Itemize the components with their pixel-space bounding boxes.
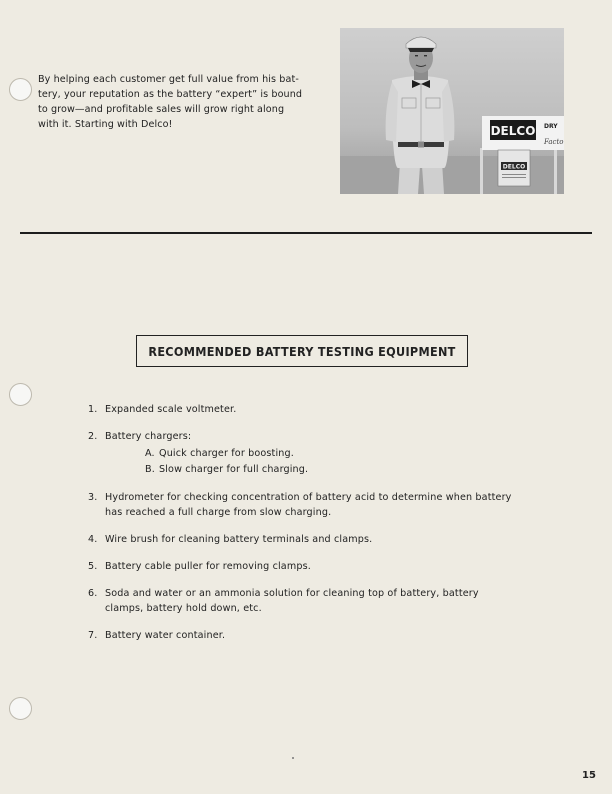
- item-text-line: clamps, battery hold down, etc.: [105, 603, 262, 614]
- list-item: [88, 429, 528, 478]
- section-title: RECOMMENDED BATTERY TESTING EQUIPMENT: [136, 335, 468, 367]
- item-text: Battery water container.: [105, 630, 226, 641]
- item-number: 3.: [88, 492, 98, 503]
- equipment-list: [88, 402, 528, 655]
- sign-brand-text: DELCO: [490, 124, 536, 138]
- list-item: [88, 628, 528, 643]
- list-item: [88, 559, 528, 574]
- sub-item-letter: A.: [145, 448, 155, 459]
- sub-item-text: Quick charger for boosting.: [159, 448, 294, 459]
- list-item: [88, 586, 528, 616]
- item-number: 1.: [88, 404, 98, 415]
- sub-item-text: Slow charger for full charging.: [159, 464, 309, 475]
- display-pole: [554, 148, 557, 194]
- item-text: Battery chargers:: [105, 431, 192, 442]
- item-text: Expanded scale voltmeter.: [105, 404, 237, 415]
- photo-floor: [340, 156, 564, 194]
- intro-line: to grow—and profitable sales will grow right along: [38, 104, 285, 115]
- sub-list-item: [145, 446, 528, 462]
- item-text: Wire brush for cleaning battery terminals and clamps.: [105, 534, 373, 545]
- attendant-photo: [340, 28, 564, 194]
- binder-hole-bottom: [9, 697, 32, 720]
- print-speck: [292, 757, 294, 759]
- page-number: 15: [582, 770, 596, 781]
- list-item: [88, 532, 528, 547]
- intro-paragraph: [38, 72, 308, 132]
- intro-line: By helping each customer get full value from his bat-: [38, 74, 299, 85]
- item-number: 7.: [88, 630, 98, 641]
- item-text: Battery cable puller for removing clamps.: [105, 561, 311, 572]
- section-divider: [20, 232, 592, 234]
- person-cap: [406, 37, 436, 48]
- sign-side-text: DRY: [544, 123, 558, 130]
- sub-item-letter: B.: [145, 464, 155, 475]
- list-item: [88, 490, 528, 520]
- item-number: 5.: [88, 561, 98, 572]
- binder-hole-top: [9, 78, 32, 101]
- list-item: [88, 402, 528, 417]
- display-pole: [480, 148, 483, 194]
- person-arm: [442, 82, 454, 142]
- photo-illustration: [340, 28, 564, 194]
- item-text-line: Soda and water or an ammonia solution for cleaning top of battery, battery: [105, 588, 479, 599]
- sub-list: [105, 446, 528, 478]
- binder-hole-middle: [9, 383, 32, 406]
- item-text-line: Hydrometer for checking concentration of battery acid to determine when battery: [105, 492, 512, 503]
- item-number: 6.: [88, 588, 98, 599]
- intro-line: with it. Starting with Delco!: [38, 119, 173, 130]
- cap-visor: [408, 48, 434, 52]
- battery-box-brand: DELCO: [502, 163, 526, 171]
- sub-list-item: [145, 462, 528, 478]
- item-text-line: has reached a full charge from slow charging.: [105, 507, 332, 518]
- intro-line: tery, your reputation as the battery “expert” is bound: [38, 89, 303, 100]
- sign-script-text: Facto: [544, 138, 564, 146]
- item-number: 2.: [88, 431, 98, 442]
- item-number: 4.: [88, 534, 98, 545]
- person-arm: [386, 82, 398, 142]
